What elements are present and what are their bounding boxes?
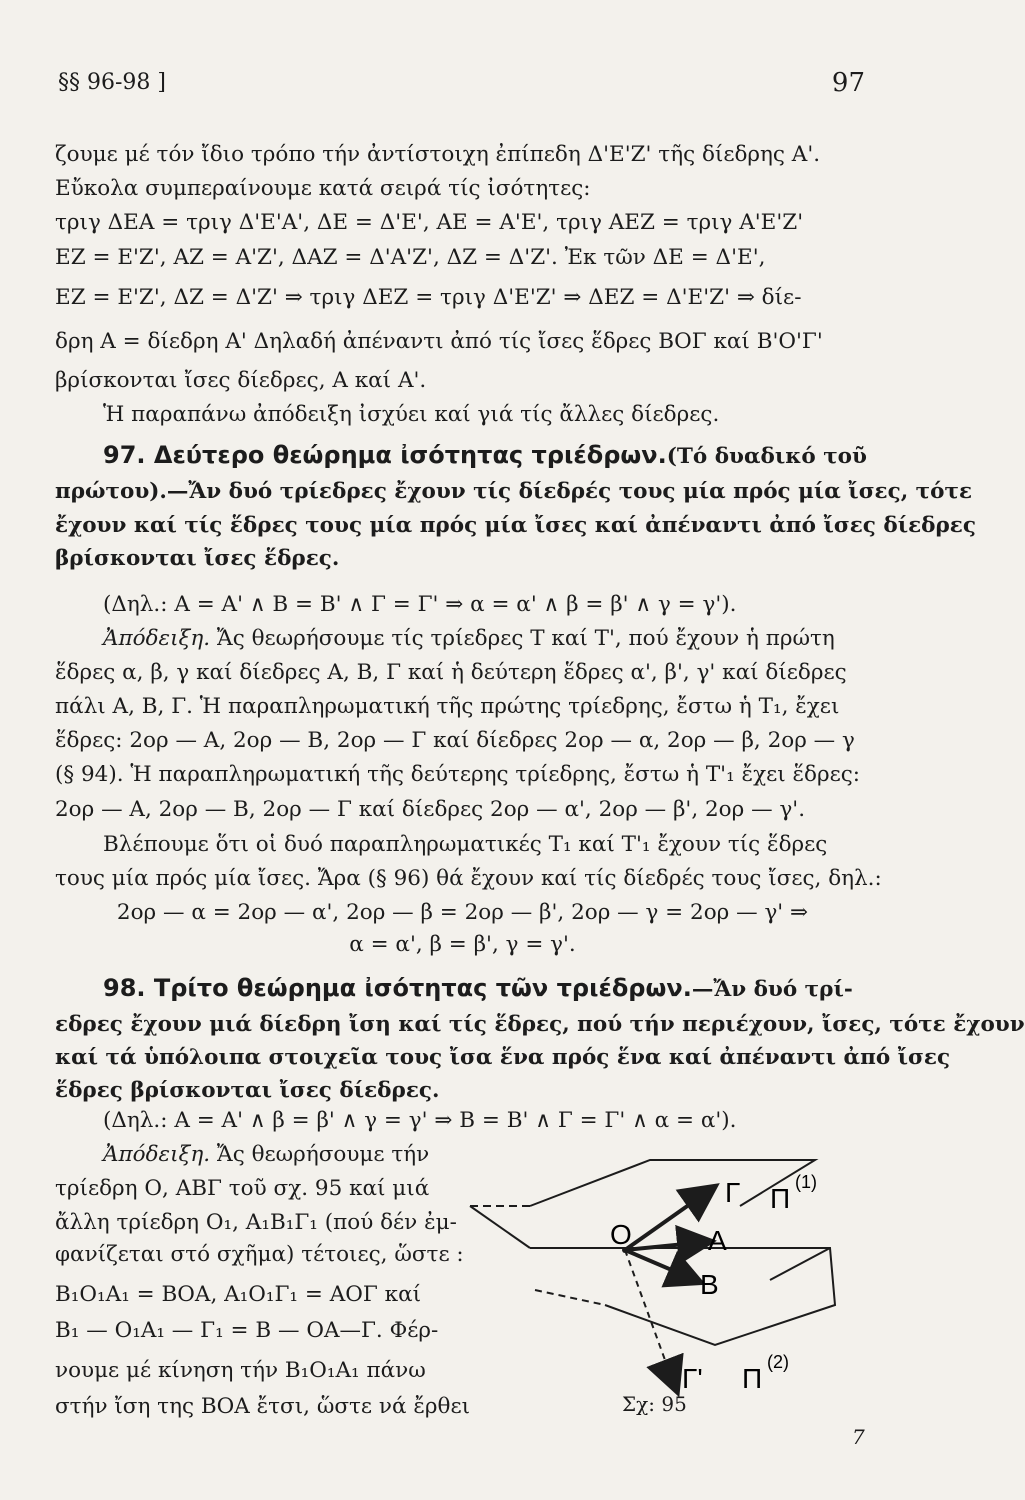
label-b: Β: [700, 1269, 719, 1300]
proof-line: Βλέπουμε ὅτι οἱ δυό παραπληρωματικές Τ₁ καί Τ'₁ ἔχουν τίς ἕδρες: [103, 832, 828, 857]
plane-p2-back-edge: [770, 1248, 830, 1280]
proof-line: Β₁ — Ο₁Α₁ — Γ₁ = Β — ΟΑ—Γ. Φέρ-: [55, 1318, 439, 1343]
label-o: O: [610, 1219, 632, 1250]
theorem-statement-line: πρώτου).—Ἄν δυό τρίεδρες ἔχουν τίς δίεδρές τους μία πρός μία ἴσες, τότε: [55, 479, 973, 504]
label-pi2: Π: [742, 1363, 763, 1394]
label-pi2-sup: (2): [767, 1352, 789, 1372]
text-line: Ἡ παραπάνω ἀπόδειξη ἰσχύει καί γιά τίς ἄλλες δίεδρες.: [103, 402, 720, 427]
section-97-title-tail: (Τό δυαδικό τοῦ: [666, 444, 867, 469]
figure-95-trihedral-diagram: [470, 1150, 870, 1410]
label-pi1-sup: (1): [795, 1172, 817, 1192]
label-gamma-prime: Γ': [682, 1363, 703, 1394]
theorem-statement-line: καί τά ὑπόλοιπα στοιχεῖα τους ἴσα ἕνα πρός ἕνα καί ἀπέναντι ἀπό ἴσες: [55, 1045, 951, 1070]
proof-line: τους μία πρός μία ἴσες. Ἄρα (§ 96) θά ἔχουν καί τίς δίεδρές τους ἴσες, δηλ.:: [55, 866, 882, 891]
proof-line: Β₁Ο₁Α₁ = ΒΟΑ, Α₁Ο₁Γ₁ = ΑΟΓ καί: [55, 1282, 422, 1307]
plane-p2: [530, 1248, 835, 1345]
edge-ob: [625, 1250, 695, 1280]
proof-line: [55, 1140, 513, 1170]
proof-text: Ἄς θεωρήσουμε τίς τρίεδρες Τ καί Τ', πού ἔχουν ἡ πρώτη: [210, 626, 835, 651]
label-a: Α: [708, 1225, 727, 1256]
proof-line: ἕδρες: 2ορ — Α, 2ορ — Β, 2ορ — Γ καί δίεδρες 2ορ — α, 2ορ — β, 2ορ — γ: [55, 728, 855, 753]
page-number: 97: [831, 68, 865, 98]
text-line: ΕΖ = Ε'Ζ', ΔΖ = Δ'Ζ' ⇒ τριγ ΔΕΖ = τριγ Δ'Ε'Ζ' ⇒ ΔΕΖ = Δ'Ε'Ζ' ⇒ δίε-: [55, 285, 802, 310]
text-line: ζουμε μέ τόν ἴδιο τρόπο τήν ἀντίστοιχη ἐπίπεδη Δ'Ε'Ζ' τῆς δίεδρης Α'.: [55, 142, 821, 167]
theorem-statement-line: βρίσκονται ἴσες ἕδρες.: [55, 546, 340, 571]
figure-caption: Σχ: 95: [622, 1392, 687, 1416]
label-pi1: Π: [770, 1183, 791, 1214]
theorem-statement-line: εδρες ἔχουν μιά δίεδρη ἴση καί τίς ἕδρες, πού τήν περιέχουν, ἴσες, τότε ἔχουν: [55, 1012, 1025, 1037]
proof-label: Ἀπόδειξη.: [103, 626, 211, 651]
text-line: ΕΖ = Ε'Ζ', ΑΖ = Α'Ζ', ΔΑΖ = Δ'Α'Ζ', ΔΖ = Δ'Ζ'. Ἐκ τῶν ΔΕ = Δ'Ε',: [55, 245, 766, 270]
label-gamma: Γ: [725, 1177, 741, 1208]
section-98-heading: [55, 973, 918, 1005]
section-97-title: 97. Δεύτερο θεώρημα ἰσότητας τριέδρων.: [103, 441, 667, 469]
proof-line: [55, 624, 918, 654]
proof-label: Ἀπόδειξη.: [103, 1142, 211, 1167]
section-98-formula: (Δηλ.: Α = Α' ∧ β = β' ∧ γ = γ' ⇒ Β = Β' ∧ Γ = Γ' ∧ α = α').: [103, 1108, 737, 1133]
theorem-statement-line: ἔχουν καί τίς ἕδρες τους μία πρός μία ἴσες καί ἀπέναντι ἀπό ἴσες δίεδρες: [55, 513, 976, 538]
section-98-title-tail: —Ἄν δυό τρί-: [691, 977, 853, 1002]
proof-line: στήν ἴση της ΒΟΑ ἔτσι, ὥστε νά ἔρθει: [55, 1394, 471, 1419]
proof-line: (§ 94). Ἡ παραπληρωματική τῆς δεύτερης τρίεδρης, ἔστω ἡ Τ'₁ ἔχει ἕδρες:: [55, 762, 861, 787]
proof-text: Ἄς θεωρήσουμε τήν: [210, 1142, 430, 1167]
proof-equation: 2ορ — α = 2ορ — α', 2ορ — β = 2ορ — β', 2ορ — γ = 2ορ — γ' ⇒: [116, 900, 809, 925]
proof-line: φανίζεται στό σχῆμα) τέτοιες, ὥστε :: [55, 1242, 464, 1267]
text-line: βρίσκονται ἴσες δίεδρες, Α καί Α'.: [55, 368, 427, 393]
proof-line: τρίεδρη Ο, ΑΒΓ τοῦ σχ. 95 καί μιά: [55, 1176, 430, 1201]
edge-og-prime-end: [665, 1360, 675, 1386]
section-97-heading: [55, 440, 918, 472]
theorem-statement-line: ἕδρες βρίσκονται ἴσες δίεδρες.: [55, 1078, 440, 1103]
proof-line: ἄλλη τρίεδρη Ο₁, Α₁Β₁Γ₁ (πού δέν ἐμ-: [55, 1210, 457, 1235]
section-98-title: 98. Τρίτο θεώρημα ἰσότητας τῶν τριέδρων.: [103, 974, 692, 1002]
text-line: τριγ ΔΕΑ = τριγ Δ'Ε'Α', ΔΕ = Δ'Ε', ΑΕ = Α'Ε', τριγ ΑΕΖ = τριγ Α'Ε'Ζ': [55, 210, 804, 235]
section-97-formula: (Δηλ.: Α = Α' ∧ Β = Β' ∧ Γ = Γ' ⇒ α = α' ∧ β = β' ∧ γ = γ').: [103, 592, 737, 617]
proof-equation: α = α', β = β', γ = γ'.: [349, 932, 576, 957]
proof-line: ἕδρες α, β, γ καί δίεδρες Α, Β, Γ καί ἡ δεύτερη ἕδρες α', β', γ' καί δίεδρες: [55, 660, 847, 685]
proof-line: νουμε μέ κίνηση τήν Β₁Ο₁Α₁ πάνω: [55, 1358, 426, 1383]
proof-line: πάλι Α, Β, Γ. Ἡ παραπληρωματική τῆς πρώτης τρίεδρης, ἔστω ἡ Τ₁, ἔχει: [55, 694, 840, 719]
section-reference: §§ 96-98 ]: [58, 70, 166, 95]
signature-mark: 7: [852, 1425, 865, 1449]
text-line: Εὔκολα συμπεραίνουμε κατά σειρά τίς ἰσότητες:: [55, 176, 591, 201]
proof-line: 2ορ — Α, 2ορ — Β, 2ορ — Γ καί δίεδρες 2ορ — α', 2ορ — β', 2ορ — γ'.: [55, 797, 806, 822]
text-line: δρη Α = δίεδρη Α' Δηλαδή ἀπέναντι ἀπό τίς ἴσες ἕδρες ΒΟΓ καί Β'Ο'Γ': [55, 329, 823, 354]
plane-p1-lower-edge: [470, 1206, 530, 1248]
plane-p2-front: [535, 1290, 605, 1305]
